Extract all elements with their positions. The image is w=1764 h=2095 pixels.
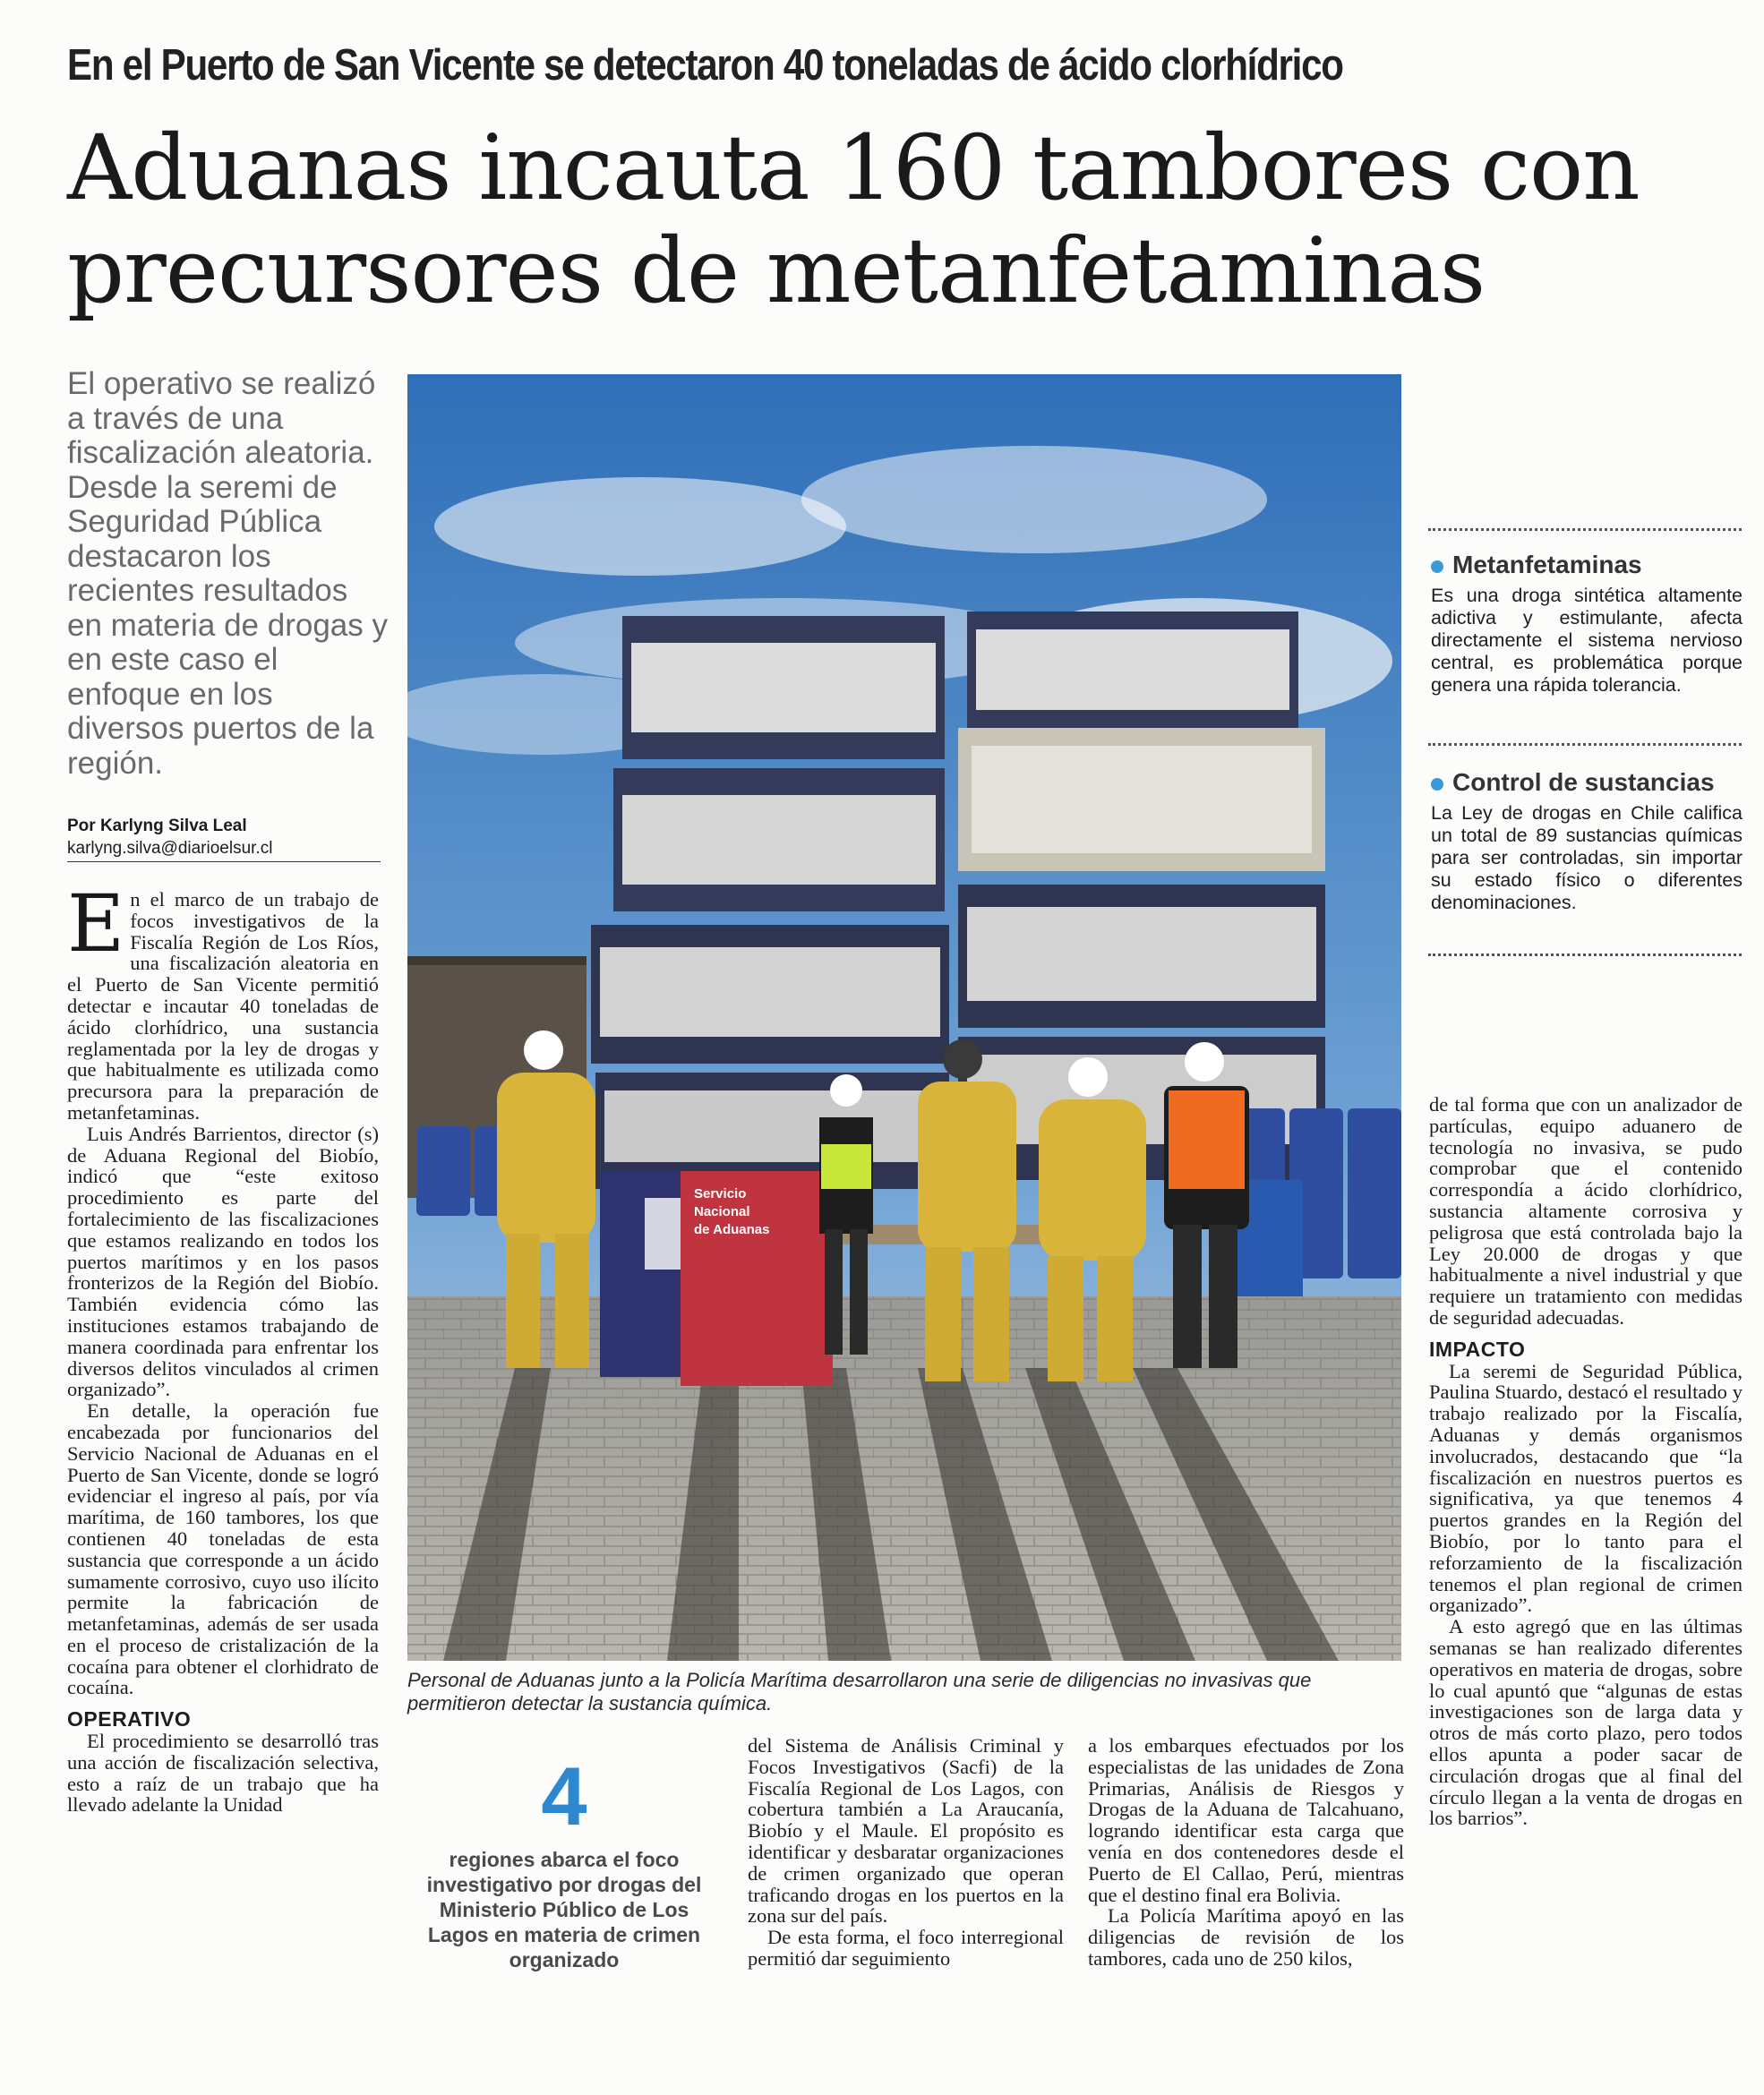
byline-email[interactable]: karlyng.silva@diarioelsur.cl xyxy=(67,839,273,858)
svg-text:Nacional: Nacional xyxy=(694,1204,750,1219)
article-paragraph: El procedimiento se desarrolló tras una acción de fiscalización selectiva, esto a raíz de un trabajo que ha llevado adelante la Unidad xyxy=(67,1730,379,1817)
headline-line-2: precursores de metanfetaminas xyxy=(67,218,1486,323)
bullet-dot-icon xyxy=(1431,778,1443,791)
sidebar-box-control-sustancias xyxy=(1431,768,1743,914)
article-column-1 xyxy=(67,877,379,1817)
aduanas-sign xyxy=(600,1171,833,1386)
article-column-4 xyxy=(1429,1094,1743,1829)
sidebar-body: La Ley de drogas en Chile califica un total de 89 sustancias químicas para ser controladas, sin importar su estado físico o diferentes denominaciones. xyxy=(1431,802,1743,913)
article-paragraph: La seremi de Seguridad Pública, Paulina Stuardo, destacó el resultado y trabajo realizado por la Fiscalía, Aduanas y demás organismos involucrados, destacando que “la fiscalización en nuestros puertos es significativa, ya que tenemos 4 puertos grandes en la Región del Biobío, por lo tanto para el reforzamiento de la fiscalización tenemos el plan regional de crimen organizado”. xyxy=(1429,1359,1743,1617)
article-paragraph: La Policía Marítima apoyó en las diligencias de revisión de los tambores, cada uno de 250 kilos, xyxy=(1088,1904,1404,1970)
article-paragraph: A esto agregó que en las últimas semanas se han realizado diferentes operativos en materia de drogas, sobre lo cual apuntó que “algunas de estas investigaciones son de larga data y otros de más corto plazo, pero todos ellos apunta a poder sacar de circulación drogas que al final del círculo llegan a la venta de drogas en los barrios”. xyxy=(1429,1615,1743,1830)
section-heading-impacto: IMPACTO xyxy=(1429,1337,1526,1361)
byline xyxy=(67,815,381,862)
article-column-3 xyxy=(1088,1735,1404,1970)
news-photo xyxy=(407,374,1401,1661)
lead-paragraph: El operativo se realizó a través de una fiscalización aleatoria. Desde la seremi de Seguridad Pública destacaron los recientes resultados en materia de drogas y en este caso el enfoque en los diversos puertos de la región. xyxy=(67,366,388,781)
byline-author: Por Karlyng Silva Leal xyxy=(67,817,247,835)
container-stack-left xyxy=(591,616,949,1189)
kicker: En el Puerto de San Vicente se detectaron 40 toneladas de ácido clorhídrico xyxy=(67,41,1343,90)
sidebar-body: Es una droga sintética altamente adictiva y estimulante, afecta directamente el sistema nervioso central, es problemática porque genera una rápida tolerancia. xyxy=(1431,585,1743,696)
section-heading-operativo: OPERATIVO xyxy=(67,1707,192,1732)
bullet-dot-icon xyxy=(1431,560,1443,573)
drop-cap: E xyxy=(67,877,125,970)
headline xyxy=(67,116,1751,322)
sidebar-divider xyxy=(1428,953,1742,956)
sidebar-title: Control de sustancias xyxy=(1431,768,1743,797)
article-paragraph: Luis Andrés Barrientos, director (s) de Aduana Regional del Biobío, indicó que “este exitoso procedimiento es parte del fortalecimiento de las fiscalizaciones que estamos realizando en todos los puertos marítimos y en los pasos fronterizos de la Región del Biobío. También evidencia cómo las instituciones estamos trabajando de manera coordinada para enfrentar los diversos delitos vinculados al crimen organizado”. xyxy=(67,1122,379,1401)
headline-line-1: Aduanas incauta 160 tambores con xyxy=(67,115,1640,220)
sidebar-title: Metanfetaminas xyxy=(1431,551,1743,579)
highlight-text: regiones abarca el foco investigativo por drogas del Ministerio Público de Los Lagos en materia de crimen organizado xyxy=(426,1848,702,1971)
article-paragraph: del Sistema de Análisis Criminal y Focos Investigativos (Sacfi) de la Fiscalía Regional de Los Lagos, con cobertura también a La Araucanía, Biobío y el Maule. El propósito es identificar y desbaratar organizaciones de crimen organizado que operan traficando drogas en los puertos en la zona sur del país. xyxy=(748,1734,1064,1928)
photo-caption: Personal de Aduanas junto a la Policía Marítima desarrollaron una serie de diligencias no invasivas que permitieron detectar la sustancia química. xyxy=(407,1669,1312,1714)
highlight-number: 4 xyxy=(541,1751,587,1843)
svg-text:de Aduanas: de Aduanas xyxy=(694,1222,770,1237)
sidebar-box-metanfetaminas xyxy=(1431,551,1743,697)
article-paragraph: De esta forma, el foco interregional permitió dar seguimiento xyxy=(748,1926,1064,1970)
svg-text:Servicio: Servicio xyxy=(694,1186,747,1201)
sidebar-divider xyxy=(1428,743,1742,746)
article-paragraph: En el marco de un trabajo de focos investigativos de la Fiscalía Región de Los Ríos, una fiscalización aleatoria en el Puerto de San Vicente permitió detectar e incautar 40 toneladas de ácido clorhídrico, una sustancia reglamentada por la ley de drogas y que habitualmente es utilizada como precursora para la preparación de metanfetaminas. xyxy=(67,877,379,1124)
article-column-2 xyxy=(748,1735,1064,1970)
article-paragraph: de tal forma que con un analizador de partículas, equipo aduanero de tecnología no invasiva, se pudo comprobar que el contenido correspondía a ácido clorhídrico, sustancia altamente corrosiva y peligrosa que está controlada bajo la Ley 20.000 de drogas y que habitualmente a nivel industrial y que requiere un tratamiento con medidas de seguridad adecuadas. xyxy=(1429,1093,1743,1329)
article-paragraph: En detalle, la operación fue encabezada por funcionarios del Servicio Nacional de Aduanas en el Puerto de San Vicente, donde se logró evidenciar el ingreso al país, por vía marítima, de 160 tambores, los que contienen 40 toneladas de esta sustancia que corresponde a un ácido sumamente corrosivo, cuyo uso ilícito permite la fabricación de metanfetaminas, además de ser usada en el proceso de cristalización de la cocaína para obtener el clorhidrato de cocaína. xyxy=(67,1399,379,1699)
article-paragraph: a los embarques efectuados por los especialistas de las unidades de Zona Primarias, Análisis de Riesgos y Drogas de la Aduana de Talcahuano, logrando identificar esta carga que venía en dos contenedores desde el Puerto de El Callao, Perú, mientras que el destino final era Bolivia. xyxy=(1088,1734,1404,1906)
sidebar-divider xyxy=(1428,528,1742,531)
